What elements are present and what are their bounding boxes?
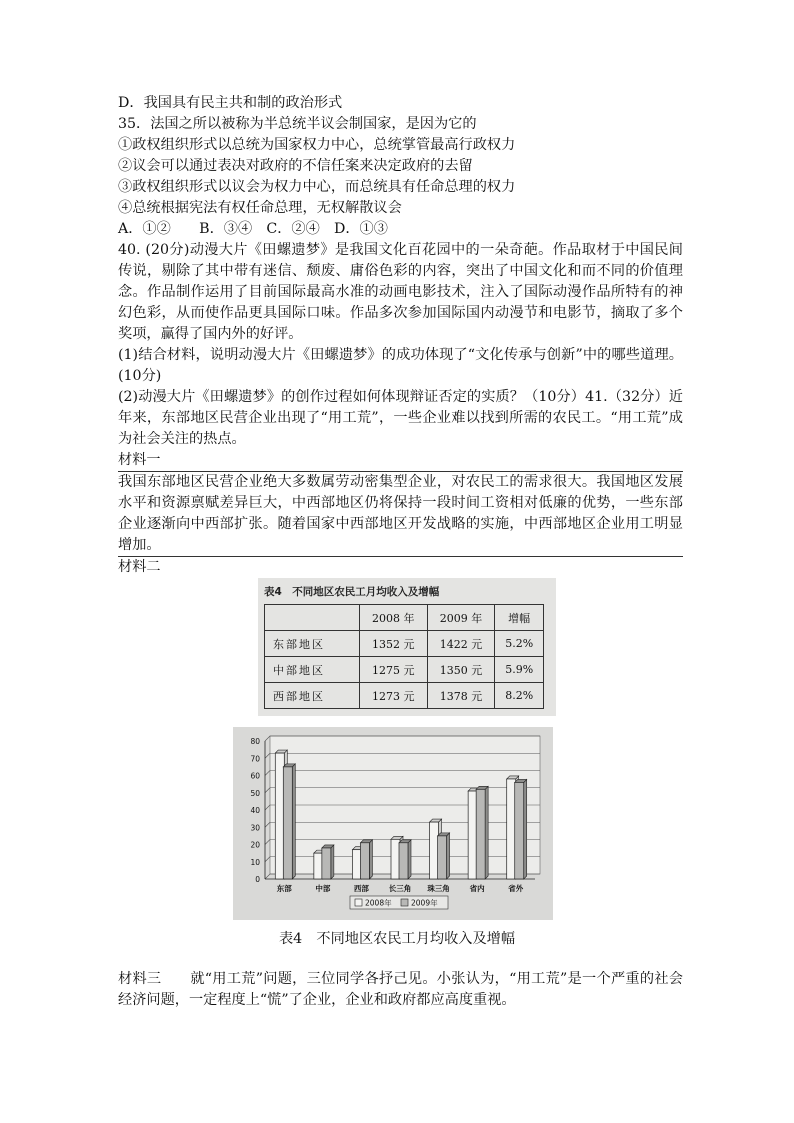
table-cell: 5.9% <box>495 657 544 683</box>
gridline-diagonal <box>265 840 270 845</box>
table-header-cell: 增幅 <box>495 605 544 631</box>
y-tick-label: 30 <box>250 823 260 833</box>
gridline-diagonal <box>265 805 270 810</box>
y-tick-label: 20 <box>250 840 260 850</box>
bar-side <box>369 840 372 879</box>
gridline-diagonal <box>265 753 270 758</box>
y-tick-label: 50 <box>250 788 260 798</box>
income-table-photo <box>258 578 556 716</box>
answer-options: A．①② B．③④ C．②④ D．①③ <box>118 221 388 237</box>
x-tick-label: 珠三角 <box>427 884 450 893</box>
income-table <box>264 604 544 709</box>
legend-swatch <box>355 899 362 906</box>
bar-side <box>331 845 334 879</box>
income-bar-chart <box>233 727 553 920</box>
bar-side <box>408 840 411 879</box>
bar-side <box>447 833 450 879</box>
y-tick-label: 70 <box>250 754 260 764</box>
gridline-diagonal <box>265 874 270 879</box>
table-header-cell <box>265 605 360 631</box>
x-tick-label: 东部 <box>276 884 292 893</box>
bar <box>468 791 477 879</box>
legend-label: 2008年 <box>365 898 392 908</box>
table-cell: 1378 元 <box>427 683 495 709</box>
y-tick-label: 10 <box>250 857 260 867</box>
y-tick-label: 0 <box>255 875 260 884</box>
material-3-text: 材料三 就“用工荒”问题，三位同学各抒己见。小张认为，“用工荒”是一个严重的社会经济问题，一定程度上“慌”了企业，企业和政府都应高度重视。 <box>118 971 683 1008</box>
gridline-diagonal <box>265 822 270 827</box>
gridline-diagonal <box>265 736 270 741</box>
gridline-diagonal <box>265 788 270 793</box>
question-40-part2: (2)动漫大片《田螺遗梦》的创作过程如何体现辩证否定的实质？（10分）41.（32分）近年来，东部地区民营企业出现了“用工荒”，一些企业难以找到所需的农民工。“用工荒”成为社会关注的热点。 <box>118 389 683 447</box>
table-cell: 1422 元 <box>427 631 495 657</box>
question-35: 35．法国之所以被称为半总统半议会制国家，是因为它的 <box>118 116 477 132</box>
table-cell: 西部地区 <box>265 683 360 709</box>
bar <box>322 848 331 879</box>
x-tick-label: 西部 <box>353 884 369 893</box>
bar <box>399 843 408 879</box>
bar <box>275 753 284 879</box>
table-cell: 1275 元 <box>359 657 427 683</box>
table-header-cell: 2009 年 <box>427 605 495 631</box>
bar <box>391 839 400 879</box>
table-cell: 1350 元 <box>427 657 495 683</box>
question-text <box>118 93 683 578</box>
legend-label: 2009年 <box>411 898 438 908</box>
table-row <box>265 657 544 683</box>
x-tick-label: 省外 <box>508 884 524 893</box>
material-2-title: 材料二 <box>118 559 161 575</box>
table-cell: 东部地区 <box>265 631 360 657</box>
question-40: 40. (20分)动漫大片《田螺遗梦》是我国文化百花园中的一朵奇葩。作品取材于中国民间传说，剔除了其中带有迷信、颓废、庸俗色彩的内容，突出了中国文化和而不同的价值理念。作品制作运用了目前国际最高水准的动画电影技术，注入了国际动漫作品所特有的神幻色彩，从而使作品更具国际口味。作品多次参加国际国内动漫节和电影节，摘取了多个奖项，赢得了国内外的好评。 <box>118 242 683 342</box>
statement-1: ①政权组织形式以总统为国家权力中心，总统掌管最高行政权力 <box>118 137 516 153</box>
material-3 <box>118 969 683 1011</box>
income-bar-chart-photo <box>233 727 553 920</box>
question-40-part1: (1)结合材料，说明动漫大片《田螺遗梦》的成功体现了“文化传承与创新”中的哪些道理。(10分) <box>118 347 683 384</box>
table-row <box>265 683 544 709</box>
bar <box>476 789 485 879</box>
x-tick-label: 中部 <box>315 884 331 893</box>
gridline-diagonal <box>265 771 270 776</box>
figure-caption: 表4 不同地区农民工月均收入及增幅 <box>278 931 516 947</box>
legend-swatch <box>401 899 408 906</box>
table-cell: 中部地区 <box>265 657 360 683</box>
material-1-text: 我国东部地区民营企业绝大多数属劳动密集型企业，对农民工的需求很大。我国地区发展水平和资源禀赋差异巨大，中西部地区仍将保持一段时间工资相对低廉的优势，一些东部企业逐渐向中西部扩张。随着国家中西部地区开发战略的实施，中西部地区企业用工明显增加。 <box>118 471 683 557</box>
statement-2: ②议会可以通过表决对政府的不信任案来决定政府的去留 <box>118 158 473 174</box>
table-cell: 5.2% <box>495 631 544 657</box>
bar-side <box>292 764 295 879</box>
bar-side <box>524 779 527 879</box>
gridline-diagonal <box>265 857 270 862</box>
bar <box>515 782 524 879</box>
option-d: D．我国具有民主共和制的政治形式 <box>118 95 343 111</box>
table-cell: 1352 元 <box>359 631 427 657</box>
bar <box>360 843 369 879</box>
table-row <box>265 631 544 657</box>
bar <box>430 822 439 879</box>
table-header-row <box>265 605 544 631</box>
x-tick-label: 省内 <box>469 884 485 893</box>
material-1-title: 材料一 <box>118 452 161 468</box>
y-tick-label: 80 <box>250 737 260 746</box>
bar <box>438 836 447 879</box>
x-tick-label: 长三角 <box>388 884 412 893</box>
table-cell: 8.2% <box>495 683 544 709</box>
table-caption: 表4 不同地区农民工月均收入及增幅 <box>264 586 440 598</box>
y-tick-label: 40 <box>250 806 260 815</box>
statement-3: ③政权组织形式以议会为权力中心，而总统具有任命总理的权力 <box>118 179 516 195</box>
statement-4: ④总统根据宪法有权任命总理，无权解散议会 <box>118 200 402 216</box>
table-cell: 1273 元 <box>359 683 427 709</box>
y-tick-label: 60 <box>250 771 260 781</box>
bar-side <box>485 786 488 879</box>
bar <box>283 767 292 879</box>
table-header-cell: 2008 年 <box>359 605 427 631</box>
